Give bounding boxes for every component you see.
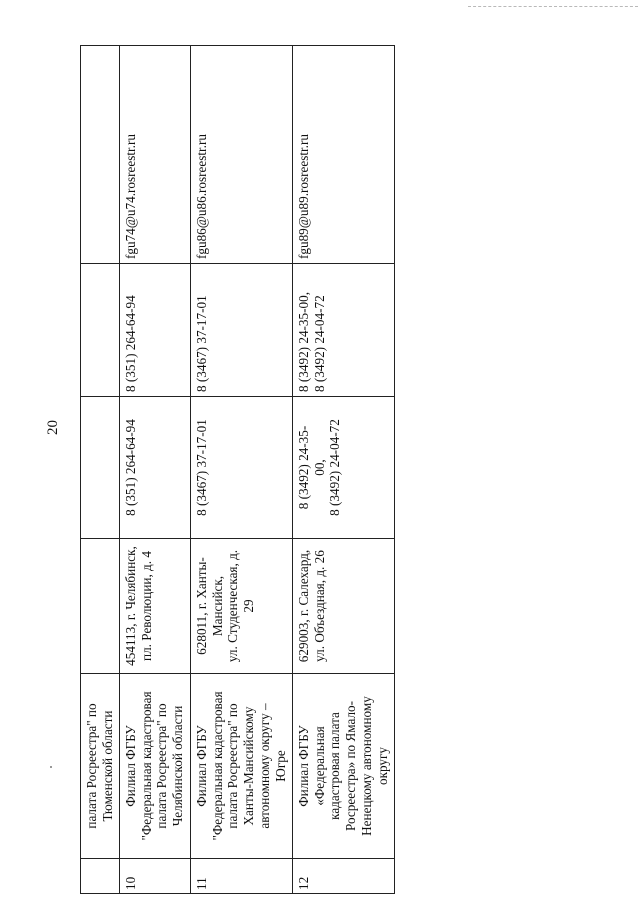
fax-cell-line: 8 (3492) 24-35-00, <box>295 292 311 392</box>
organization-cell-line: Ханты-Мансийскому <box>241 706 257 826</box>
table-row <box>119 46 190 894</box>
organization-cell-line: "Федеральная кадастровая <box>138 691 154 841</box>
phone-cell-line: 8 (351) 264-64-94 <box>122 419 138 516</box>
phone-cell-line: 8 (3467) 37-17-01 <box>193 419 209 516</box>
organization-cell-line: Ненецкому автономному <box>359 696 375 836</box>
fax-cell <box>190 264 292 397</box>
fax-cell-line: 8 (3467) 37-17-01 <box>193 295 209 392</box>
phone-cell-line: 8 (3492) 24-35- <box>295 425 311 510</box>
organization-cell <box>190 674 292 859</box>
address-cell <box>190 539 292 674</box>
organization-cell <box>292 674 394 859</box>
table-row <box>81 46 120 894</box>
email-cell: fgu74@u74.rosreestr.ru <box>119 46 190 264</box>
scan-artifact-dot <box>50 766 52 768</box>
phone-cell-line: 00, <box>311 459 327 476</box>
scan-artifact-dashes <box>468 6 638 9</box>
row-number <box>81 859 120 894</box>
organization-cell-line: кадастровая палата <box>327 712 343 820</box>
fax-cell <box>292 264 394 397</box>
table-row <box>292 46 394 894</box>
address-cell <box>292 539 394 674</box>
page-number: 20 <box>45 420 61 435</box>
table-body <box>81 46 395 894</box>
organization-cell-line: автономному округу – <box>257 703 273 829</box>
phone-cell <box>190 397 292 539</box>
row-number: 10 <box>119 859 190 894</box>
fax-cell <box>81 264 120 397</box>
phone-cell <box>119 397 190 539</box>
fax-cell-line: 8 (3492) 24-04-72 <box>311 295 327 392</box>
organization-cell <box>119 674 190 859</box>
row-number: 12 <box>292 859 394 894</box>
organization-cell-line: округу <box>374 746 390 786</box>
address-cell-line: 628011, г. Ханты- <box>193 557 209 655</box>
organization-cell-line: палата Росреестра" по <box>84 703 99 829</box>
organization-cell <box>81 674 120 859</box>
organization-cell-line: Тюменской области <box>99 710 115 822</box>
table-row <box>190 46 292 894</box>
email-cell: fgu89@u89.rosreestr.ru <box>292 46 394 264</box>
organization-cell-line: Филиал ФГБУ <box>122 725 138 807</box>
address-cell-line: 629003, г. Салехард, <box>295 549 311 663</box>
organization-cell-line: палата Росреестра" по <box>225 703 241 829</box>
address-cell <box>119 539 190 674</box>
rotated-table-container <box>80 46 390 894</box>
registry-table <box>80 45 395 894</box>
email-cell <box>81 46 120 264</box>
organization-cell-line: «Федеральная <box>311 726 327 806</box>
phone-cell <box>292 397 394 539</box>
address-cell-line: ул. Студенческая, д. 29 <box>225 549 257 663</box>
organization-cell-line: "Федеральная кадастровая <box>209 691 225 841</box>
organization-cell-line: Филиал ФГБУ <box>193 725 209 807</box>
organization-cell-line: Югре <box>272 750 288 782</box>
phone-cell <box>81 397 120 539</box>
organization-cell-line: Челябинской области <box>170 705 186 827</box>
email-cell: fgu86@u86.rosreestr.ru <box>190 46 292 264</box>
fax-cell-line: 8 (351) 264-64-94 <box>122 295 138 392</box>
phone-cell-line: 8 (3492) 24-04-72 <box>327 419 343 516</box>
fax-cell <box>119 264 190 397</box>
organization-cell-line: Росреестра» по Ямало- <box>343 700 359 832</box>
address-cell-line: 454113, г. Челябинск, <box>122 546 138 666</box>
row-number: 11 <box>190 859 292 894</box>
organization-cell-line: Филиал ФГБУ <box>295 725 311 807</box>
address-cell-line: пл. Революции, д. 4 <box>138 551 154 661</box>
organization-cell-line: палата Росреестра" по <box>154 703 170 829</box>
address-cell-line: ул. Объездная, д. 26 <box>311 550 327 662</box>
address-cell <box>81 539 120 674</box>
address-cell-line: Мансийск, <box>209 575 225 637</box>
